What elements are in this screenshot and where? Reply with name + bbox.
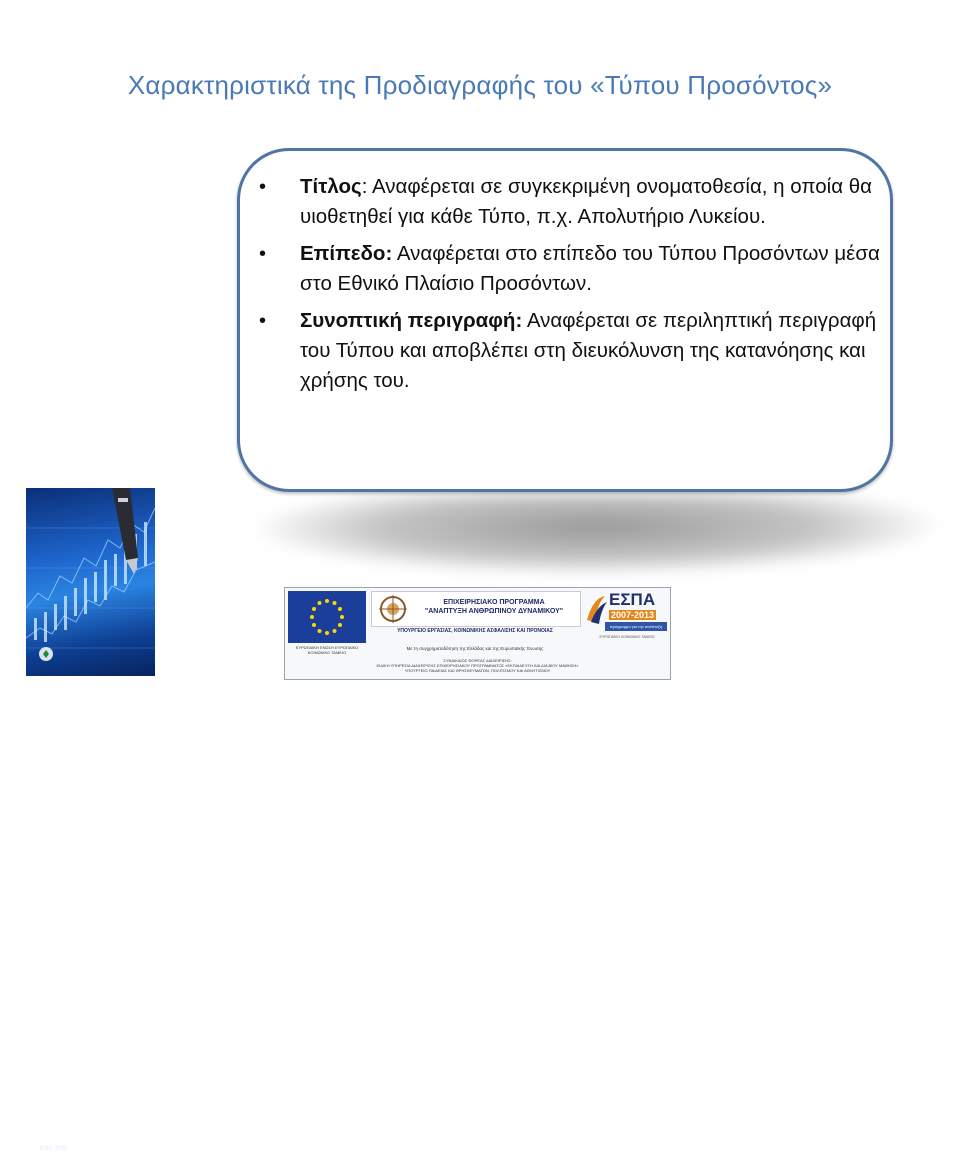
bullet-dot: •	[259, 176, 267, 198]
bullet-dot: •	[259, 243, 267, 265]
bullet-dot: •	[259, 310, 267, 332]
ministry-label: ΥΠΟΥΡΓΕΙΟ ΕΡΓΑΣΙΑΣ, ΚΟΙΝΩΝΙΚΗΣ ΑΣΦΑΛΙΣΗΣ ΚΑΙ ΠΡΟΝΟΙΑΣ	[397, 628, 553, 634]
program-name	[412, 598, 576, 616]
espa-swoosh-icon	[585, 594, 607, 624]
funding-banner	[284, 587, 671, 680]
bullet-separator: :	[361, 175, 368, 198]
bullet-item-level	[259, 239, 880, 299]
edujob-logo-text: EDU JOB	[40, 1146, 67, 1152]
bullet-text: Αναφέρεται στο επίπεδο του Τύπου Προσόντων μέσα στο Εθνικό Πλαίσιο Προσόντων.	[300, 242, 880, 295]
bullet-item-title	[259, 172, 880, 232]
managing-agency	[295, 658, 660, 673]
bullet-term: Επίπεδο:	[300, 242, 393, 265]
finance-chart-photo	[26, 488, 155, 1152]
espa-caption: ΕΥΡΩΠΑΪΚΟ ΚΟΙΝΩΝΙΚΟ ΤΑΜΕΙΟ	[599, 635, 655, 639]
espa-title: ΕΣΠΑ	[609, 590, 656, 609]
agency-line-1: ΣΥΝΔΙΚΑΙΟΣ ΦΟΡΕΑΣ ΔΙΑΧΕΙΡΙΣΗΣ:	[443, 658, 512, 663]
bullet-term: Τίτλος	[300, 175, 362, 198]
program-line-2: "ΑΝΑΠΤΥΞΗ ΑΝΘΡΩΠΙΝΟΥ ΔΥΝΑΜΙΚΟΥ"	[424, 608, 564, 615]
bullet-text: Αναφέρεται σε συγκεκριμένη ονοματοθεσία, η οποία θα υιοθετηθεί για κάθε Τύπο, π.χ. Απολυτήριο Λυκείου.	[300, 175, 872, 228]
cofunding-label: Με τη συγχρηματοδότηση της Ελλάδας και της Ευρωπαϊκής Ένωσης	[406, 646, 544, 651]
bullet-text: Αναφέρεται σε περιληπτική περιγραφή του Τύπου και αποβλέπει στη διευκόλυνση της κατανόησης και χρήσης του.	[300, 309, 877, 392]
eu-flag-icon	[288, 591, 366, 643]
slide-title: Χαρακτηριστικά της Προδιαγραφής του «Τύπου Προσόντος»	[127, 70, 833, 100]
program-line-1: ΕΠΙΧΕΙΡΗΣΙΑΚΟ ΠΡΟΓΡΑΜΜΑ	[443, 599, 545, 606]
espa-years: 2007-2013	[611, 610, 655, 620]
bullet-item-summary	[259, 306, 880, 396]
agency-line-3: ΥΠΟΥΡΓΕΙΟ ΠΑΙΔΕΙΑΣ ΚΑΙ ΘΡΗΣΚΕΥΜΑΤΩΝ, ΠΟΛΙΤΙΣΜΟΥ ΚΑΙ ΑΘΛΗΤΙΣΜΟΥ	[404, 668, 551, 673]
program-emblem-icon	[376, 593, 410, 625]
bullet-list	[259, 172, 880, 403]
operational-program-logo	[371, 591, 581, 627]
espa-tagline: πρόγραμμα για την ανάπτυξη	[605, 622, 667, 631]
espa-logo	[583, 590, 669, 634]
bullet-term: Συνοπτική περιγραφή:	[300, 309, 523, 332]
photo-graphics	[26, 488, 155, 676]
content-box-shadow	[246, 495, 943, 575]
eu-caption: ΕΥΡΩΠΑΪΚΗ ΕΝΩΣΗ ΕΥΡΩΠΑΪΚΟ ΚΟΙΝΩΝΙΚΟ ΤΑΜΕΙΟ	[295, 645, 359, 655]
agency-line-2: ΕΙΔΙΚΗ ΥΠΗΡΕΣΙΑ ΔΙΑΧΕΙΡΙΣΗΣ ΕΠΙΧΕΙΡΗΣΙΑΚΟΥ ΠΡΟΓΡΑΜΜΑΤΟΣ «ΕΚΠΑΙΔΕΥΣΗ ΚΑΙ ΔΙΑ ΒΙΟΥ ΜΑΘΗΣΗ»	[376, 663, 579, 668]
